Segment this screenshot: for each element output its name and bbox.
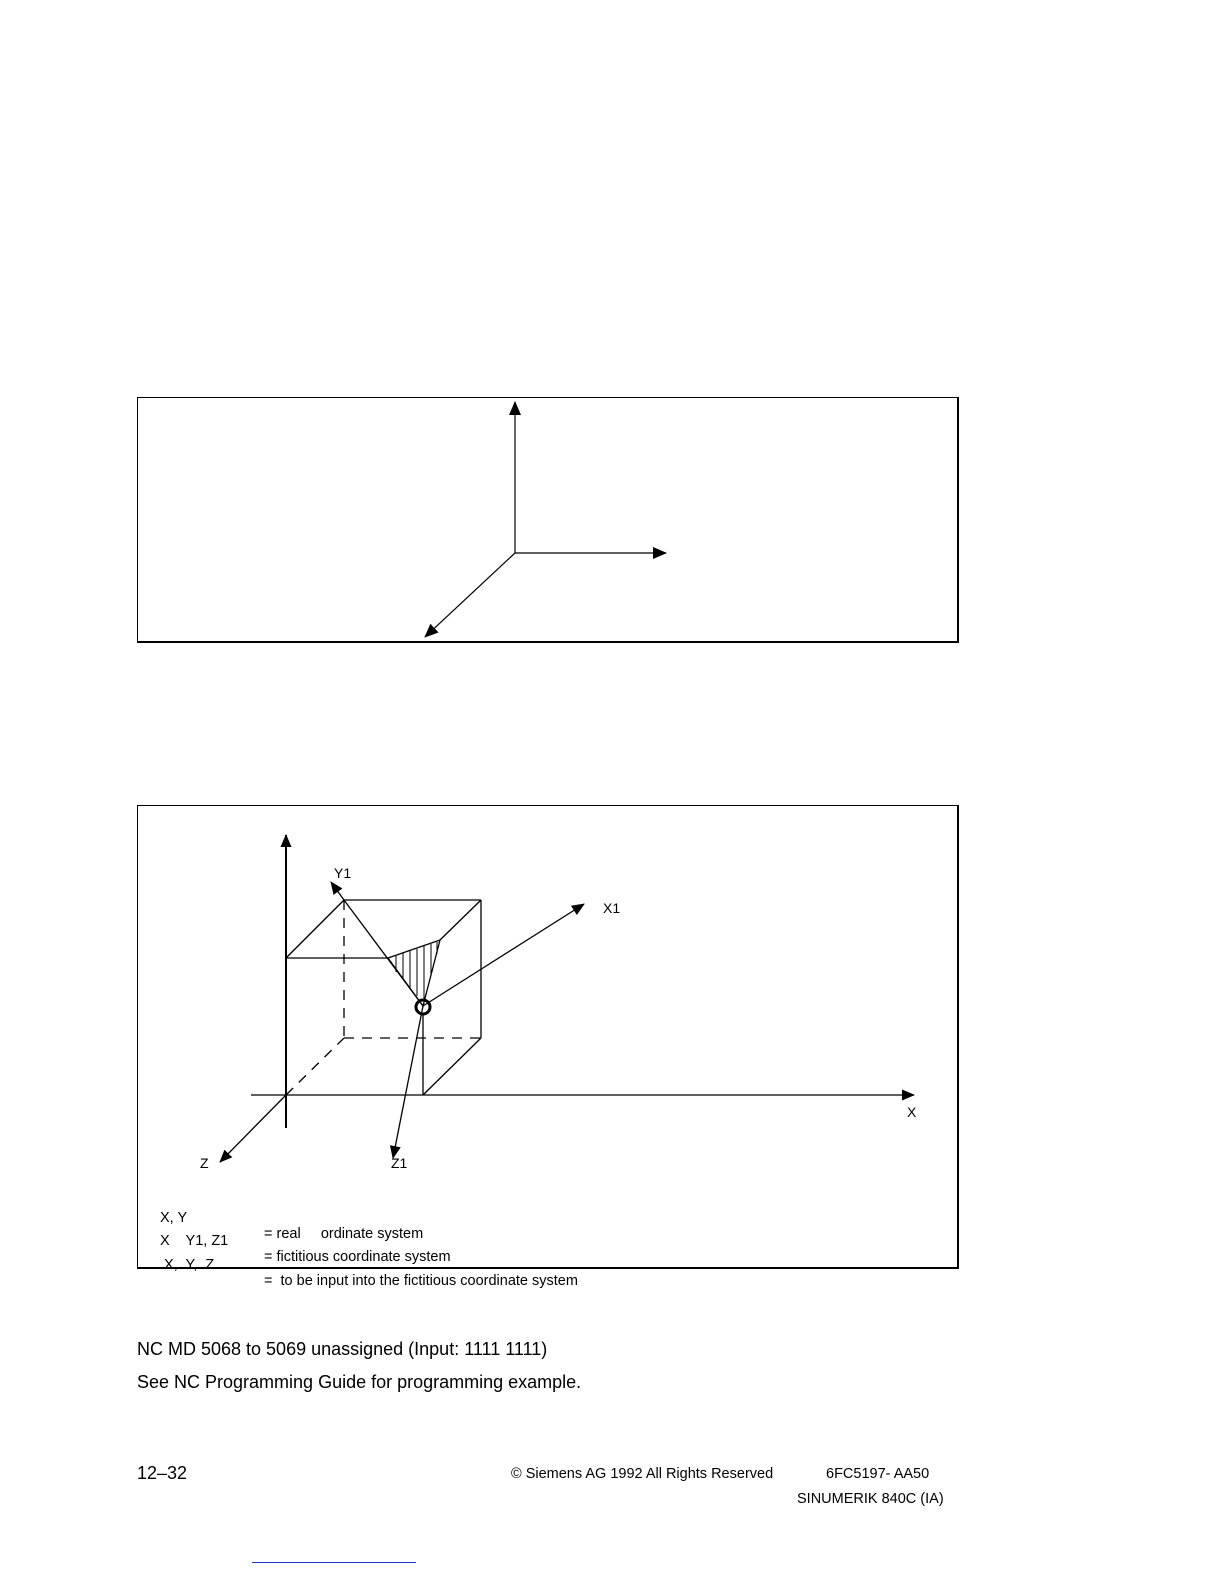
footer-copyright: © Siemens AG 1992 All Rights Reserved [511, 1466, 774, 1482]
figure-coordinate-systems [137, 805, 959, 1289]
y1-axis [331, 882, 344, 900]
axes-diagram-svg [138, 398, 960, 644]
coordinate-systems-svg [138, 806, 960, 1270]
legend-key: X, Y [160, 1210, 188, 1226]
body-text-programming-guide: See NC Programming Guide for programming example. [137, 1372, 582, 1392]
legend-value: = fictitious coordinate system [264, 1249, 451, 1265]
z1-axis [393, 1006, 423, 1158]
box-right-bottom-edge [423, 1038, 481, 1095]
label-z1: Z1 [391, 1155, 408, 1171]
legend-key: X, Y, Z [160, 1257, 215, 1273]
label-z: Z [200, 1155, 209, 1171]
label-x: X [907, 1104, 917, 1120]
z-axis-hidden [286, 1038, 344, 1095]
x1-axis [423, 904, 584, 1006]
footer-doc-code: 6FC5197- AA50 [826, 1466, 930, 1482]
label-y1: Y1 [334, 865, 352, 881]
hatched-triangle [388, 940, 440, 1006]
legend-key: X Y1, Z1 [160, 1233, 229, 1249]
link-underline [252, 1562, 416, 1563]
z-axis [220, 1095, 286, 1162]
box-left-top-edge [286, 900, 344, 958]
legend-value: = real ordinate system [264, 1226, 424, 1242]
legend-value: = to be input into the fictitious coordinate system [264, 1273, 578, 1289]
figure-axes-diagram [137, 397, 959, 643]
box-right-top-edge [440, 900, 481, 940]
page-number: 12–32 [137, 1463, 188, 1483]
y1-to-origin-edge [344, 900, 423, 1006]
label-x1: X1 [603, 900, 621, 916]
hatch-lines [396, 942, 437, 1004]
axis-diagonal [425, 553, 515, 637]
body-text-md-unassigned: NC MD 5068 to 5069 unassigned (Input: 1111 1111) [137, 1339, 548, 1359]
footer-product: SINUMERIK 840C (IA) [797, 1491, 944, 1507]
